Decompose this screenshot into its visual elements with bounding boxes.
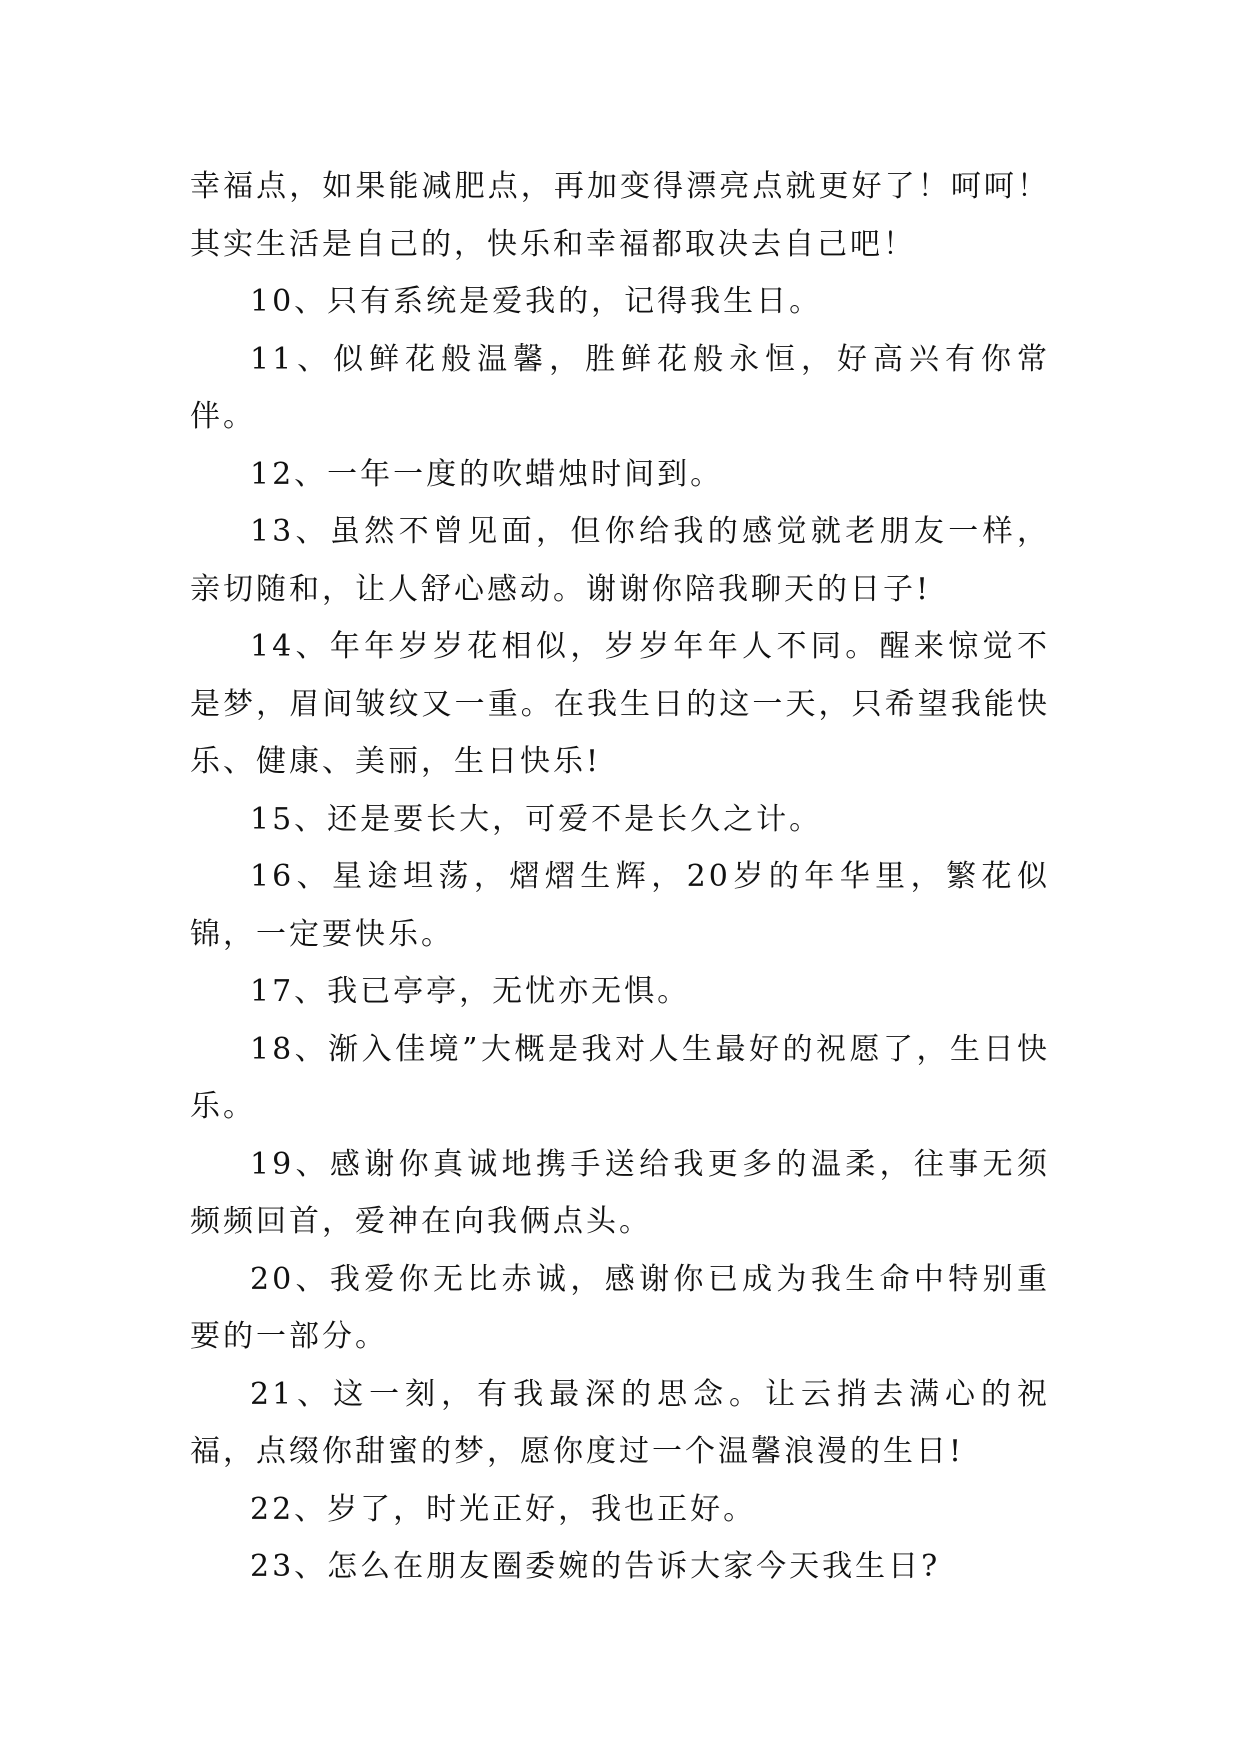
paragraph-item-17: 17、我已亭亭，无忧亦无惧。 bbox=[250, 974, 691, 1009]
paragraph-item-23: 23、怎么在朋友圈委婉的告诉大家今天我生日? bbox=[250, 1549, 941, 1584]
paragraph-item-18: 18、渐入佳境”大概是我对人生最好的祝愿了，生日快乐。 bbox=[190, 1031, 1050, 1124]
paragraph-continuation: 幸福点，如果能减肥点，再加变得漂亮点就更好了！呵呵！其实生活是自己的，快乐和幸福都取决去自己吧！ bbox=[190, 169, 1050, 262]
paragraph-item-11: 11、似鲜花般温馨，胜鲜花般永恒，好高兴有你常伴。 bbox=[190, 341, 1050, 434]
paragraph-item-20: 20、我爱你无比赤诚，感谢你已成为我生命中特别重要的一部分。 bbox=[190, 1261, 1050, 1354]
paragraph-item-22: 22、岁了，时光正好，我也正好。 bbox=[250, 1491, 757, 1527]
paragraph-item-21: 21、这一刻，有我最深的思念。让云捎去满心的祝福，点缀你甜蜜的梦，愿你度过一个温馨浪漫的生日! bbox=[190, 1376, 1050, 1469]
document-body bbox=[190, 158, 1050, 1596]
paragraph-item-10: 10、只有系统是爱我的，记得我生日。 bbox=[250, 284, 823, 319]
paragraph-item-13: 13、虽然不曾见面，但你给我的感觉就老朋友一样，亲切随和，让人舒心感动。谢谢你陪我聊天的日子! bbox=[190, 514, 1050, 607]
paragraph-item-14: 14、年年岁岁花相似，岁岁年年人不同。醒来惊觉不是梦，眉间皱纹又一重。在我生日的这一天，只希望我能快乐、健康、美丽，生日快乐! bbox=[190, 629, 1050, 779]
paragraph-item-12: 12、一年一度的吹蜡烛时间到。 bbox=[250, 456, 724, 492]
paragraph-item-16: 16、星途坦荡，熠熠生辉，20岁的年华里，繁花似锦，一定要快乐。 bbox=[190, 859, 1050, 952]
paragraph-item-19: 19、感谢你真诚地携手送给我更多的温柔，往事无须频频回首，爱神在向我俩点头。 bbox=[190, 1146, 1050, 1239]
paragraph-item-15: 15、还是要长大，可爱不是长久之计。 bbox=[250, 801, 823, 837]
